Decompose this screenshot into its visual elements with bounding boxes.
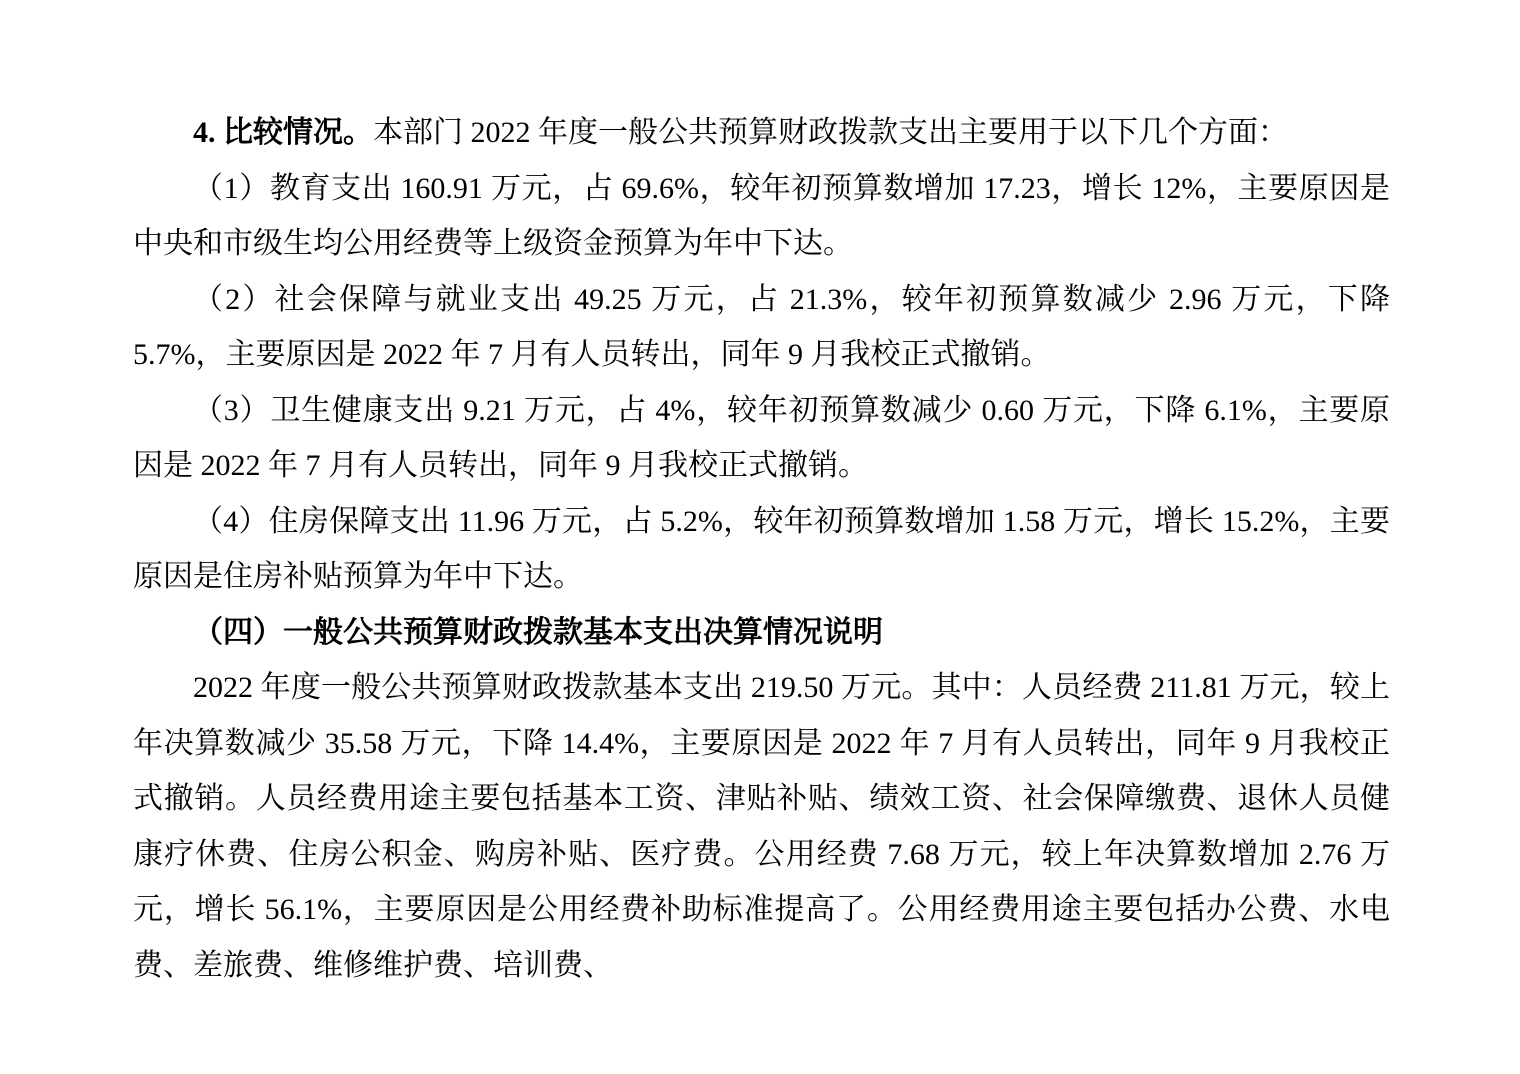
section-heading: （四）一般公共预算财政拨款基本支出决算情况说明 bbox=[193, 615, 883, 649]
paragraph-basic-expenditure-detail: 2022 年度一般公共预算财政拨款基本支出 219.50 万元。其中：人员经费 211.81 万元，较上年决算数减少 35.58 万元，下降 14.4%，主要原因是 2022 年 7 月有人员转出，同年 9 月我校正式撤销。人员经费用途主要包括基本工资、津贴补贴、绩效工资、社会保障缴费、退休人员健康疗休费、住房公积金、购房补贴、医疗费。公用经费 7.68 万元，较上年决算数增加 2.76 万元，增长 56.1%，主要原因是公用经费补助标准提高了。公用经费用途主要包括办公费、水电费、差旅费、维修维护费、培训费、 bbox=[133, 671, 1390, 982]
compare-intro-bold-lead: 4. 比较情况。 bbox=[193, 116, 373, 149]
paragraph-item-social-security: （2）社会保障与就业支出 49.25 万元，占 21.3%，较年初预算数减少 2.96 万元，下降 5.7%，主要原因是 2022 年 7 月有人员转出，同年 9 月我校正式撤销。 bbox=[133, 282, 1390, 371]
document-text-block bbox=[133, 105, 1390, 993]
compare-intro-text: 本部门 2022 年度一般公共预算财政拨款支出主要用于以下几个方面： bbox=[373, 116, 1288, 149]
paragraph-item-education: （1）教育支出 160.91 万元，占 69.6%，较年初预算数增加 17.23，增长 12%，主要原因是中央和市级生均公用经费等上级资金预算为年中下达。 bbox=[133, 171, 1390, 260]
paragraph-item-housing: （4）住房保障支出 11.96 万元，占 5.2%，较年初预算数增加 1.58 万元，增长 15.2%，主要原因是住房补贴预算为年中下达。 bbox=[133, 504, 1390, 593]
paragraph-item-health: （3）卫生健康支出 9.21 万元，占 4%，较年初预算数减少 0.60 万元，下降 6.1%，主要原因是 2022 年 7 月有人员转出，同年 9 月我校正式撤销。 bbox=[133, 393, 1390, 482]
paragraph-compare-intro bbox=[133, 105, 1390, 161]
